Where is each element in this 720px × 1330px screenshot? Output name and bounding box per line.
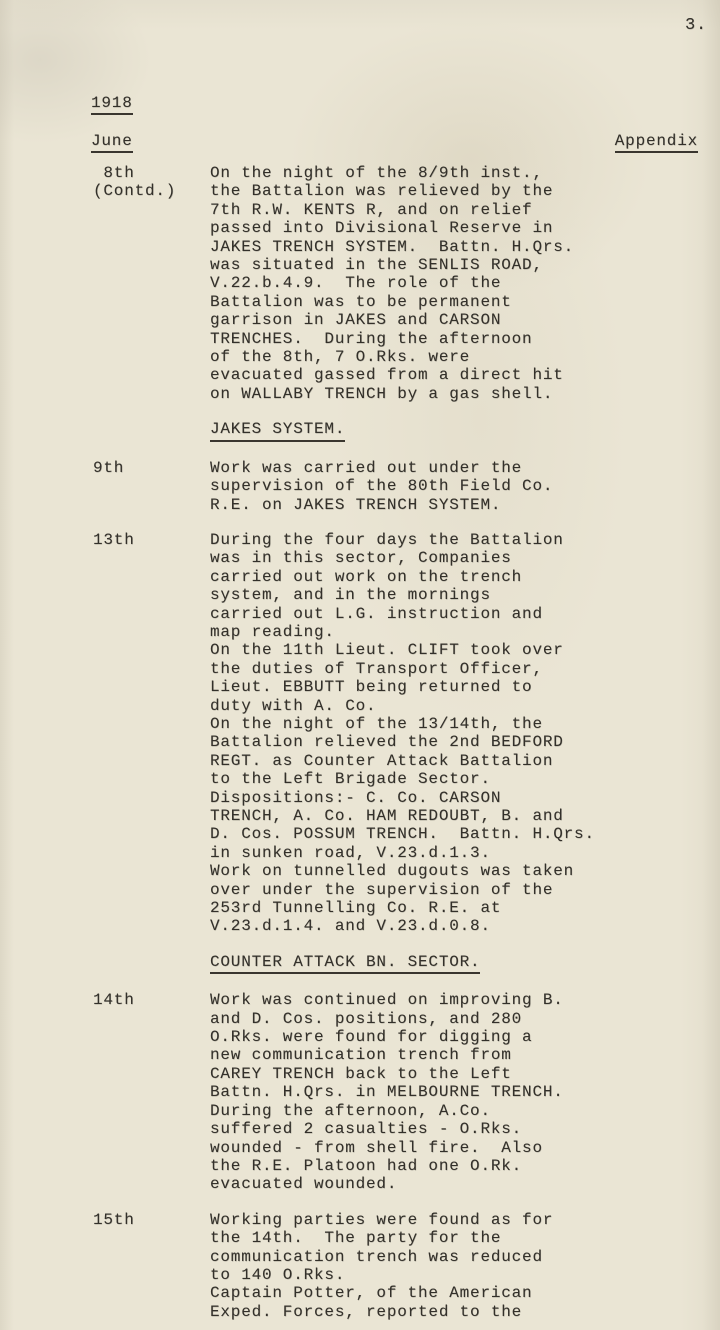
diary-entry (93, 164, 698, 403)
entry-text-line: Captain Potter, of the American (210, 1284, 533, 1303)
entry-text-line: of the 8th, 7 O.Rks. were (210, 348, 471, 367)
section-heading (210, 420, 698, 441)
entry-text-line: system, and in the mornings (210, 586, 491, 605)
header-year-row (91, 94, 133, 115)
entry-date (93, 531, 210, 936)
page-number: 3. (684, 16, 707, 35)
entry-text-line: in sunken road, V.23.d.1.3. (210, 843, 491, 862)
entry-date-line: 15th (93, 1210, 135, 1229)
diary-blocks (93, 164, 698, 1330)
entry-text-line: R.E. on JAKES TRENCH SYSTEM. (210, 495, 502, 514)
entry-body (210, 459, 698, 514)
entry-text-line: On the 11th Lieut. CLIFT took over (210, 641, 564, 660)
entry-text-line: Battalion relieved the 2nd BEDFORD (210, 733, 564, 752)
entry-text-line: Work on tunnelled dugouts was taken (210, 862, 575, 881)
diary-entry (93, 991, 698, 1193)
entry-text-line: the duties of Transport Officer, (210, 659, 543, 678)
appendix-label: Appendix (615, 132, 698, 153)
section-heading (210, 953, 698, 974)
entry-text-line: suffered 2 casualties - O.Rks. (210, 1120, 523, 1139)
entry-text-line: the Battalion was relieved by the (210, 182, 554, 201)
entry-text-line: Work was continued on improving B. (210, 991, 564, 1010)
entry-text-line: garrison in JAKES and CARSON (210, 311, 502, 330)
entry-text-line: On the night of the 8/9th inst., (210, 164, 543, 182)
entry-text-line: carried out work on the trench (210, 567, 523, 586)
entry-text-line: V.22.b.4.9. The role of the (210, 274, 502, 293)
entry-text-line: the 14th. The party for the (210, 1229, 502, 1248)
entry-text-line: was situated in the SENLIS ROAD, (210, 256, 543, 275)
entry-text-line: Lieut. EBBUTT being returned to (210, 678, 533, 697)
entry-text-line: to the Left Brigade Sector. (210, 770, 491, 789)
entry-text-line: During the four days the Battalion (210, 530, 564, 549)
month-label: June (91, 132, 133, 153)
entry-body (210, 164, 698, 403)
entry-text-line: communication trench was reduced (210, 1247, 543, 1266)
entry-body (210, 531, 698, 936)
diary-entry (93, 459, 698, 514)
entry-text-line: passed into Divisional Reserve in (210, 219, 554, 238)
diary-entry (93, 531, 698, 936)
entry-text-line: During the afternoon, A.Co. (210, 1101, 491, 1120)
entry-date-line: 13th (93, 530, 135, 549)
entry-text-line: map reading. (210, 622, 335, 641)
entry-text-line: Work was carried out under the (210, 458, 523, 477)
entry-text-line: Working parties were found as for (210, 1210, 554, 1229)
entry-text-line: evacuated gassed from a direct hit (210, 366, 564, 385)
entry-date (93, 164, 210, 403)
diary-entry (93, 1211, 698, 1321)
entry-date (93, 991, 210, 1193)
entry-text-line: Exped. Forces, reported to the (210, 1302, 523, 1321)
entry-text-line: TRENCHES. During the afternoon (210, 329, 533, 348)
entry-text-line: carried out L.G. instruction and (210, 604, 543, 623)
entry-text-line: was in this sector, Companies (210, 549, 512, 568)
entry-text-line: the R.E. Platoon had one O.Rk. (210, 1156, 523, 1175)
section-heading-text: JAKES SYSTEM. (210, 420, 345, 441)
entry-text-line: D. Cos. POSSUM TRENCH. Battn. H.Qrs. (210, 825, 595, 844)
entry-text-line: and D. Cos. positions, and 280 (210, 1009, 523, 1028)
entry-body (210, 991, 698, 1193)
entry-text-line: over under the supervision of the (210, 880, 554, 899)
entry-text-line: Battalion was to be permanent (210, 292, 512, 311)
section-heading-text: COUNTER ATTACK BN. SECTOR. (210, 953, 480, 974)
entry-date-line: (Contd.) (93, 182, 177, 201)
entry-text-line: on WALLABY TRENCH by a gas shell. (210, 384, 554, 403)
entry-text-line: CAREY TRENCH back to the Left (210, 1064, 512, 1083)
entry-body (210, 1211, 698, 1321)
entry-text-line: supervision of the 80th Field Co. (210, 477, 554, 496)
entry-text-line: JAKES TRENCH SYSTEM. Battn. H.Qrs. (210, 237, 575, 256)
entry-text-line: duty with A. Co. (210, 696, 377, 715)
entry-text-line: wounded - from shell fire. Also (210, 1138, 543, 1157)
entry-text-line: 253rd Tunnelling Co. R.E. at (210, 899, 502, 918)
entry-date (93, 1211, 210, 1321)
entry-text-line: On the night of the 13/14th, the (210, 714, 543, 733)
entry-text-line: O.Rks. were found for digging a (210, 1028, 533, 1047)
entry-date-line: 8th (93, 164, 135, 182)
entry-date-line: 9th (93, 458, 125, 477)
entry-text-line: V.23.d.1.4. and V.23.d.0.8. (210, 917, 491, 936)
entry-text-line: new communication trench from (210, 1046, 512, 1065)
entry-text-line: to 140 O.Rks. (210, 1265, 346, 1284)
entry-text-line: Dispositions:- C. Co. CARSON (210, 788, 502, 807)
entry-text-line: TRENCH, A. Co. HAM REDOUBT, B. and (210, 807, 564, 825)
entry-text-line: 7th R.W. KENTS R, and on relief (210, 200, 533, 219)
header-month-row (91, 132, 698, 153)
entry-date (93, 459, 210, 514)
year-label: 1918 (91, 94, 133, 115)
entry-text-line: evacuated wounded. (210, 1175, 398, 1194)
entry-text-line: REGT. as Counter Attack Battalion (210, 751, 554, 770)
entry-date-line: 14th (93, 991, 135, 1010)
entry-text-line: Battn. H.Qrs. in MELBOURNE TRENCH. (210, 1083, 564, 1102)
